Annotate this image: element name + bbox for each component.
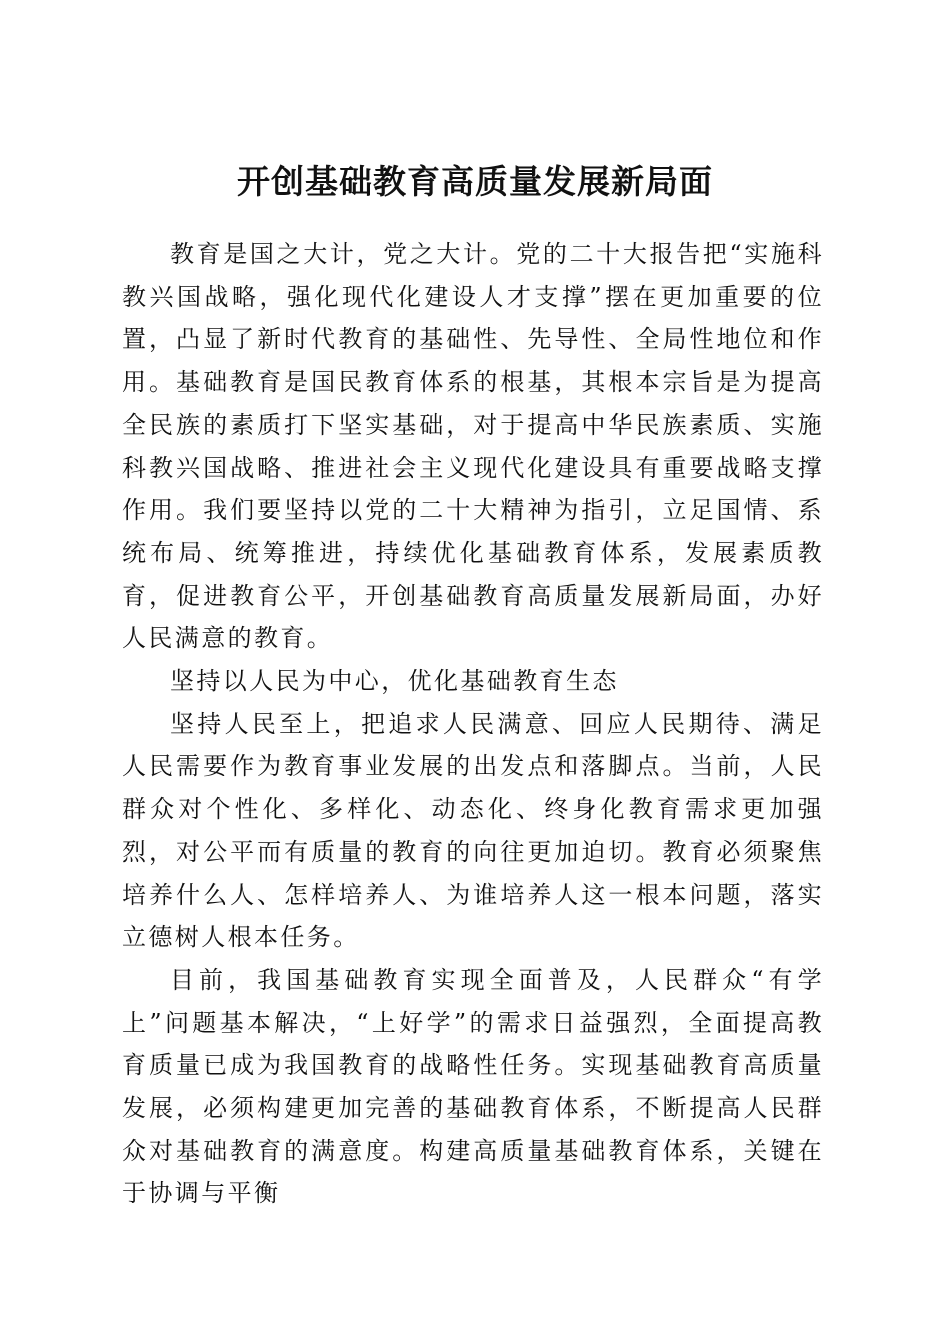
paragraph: 目前，我国基础教育实现全面普及，人民群众“有学上”问题基本解决，“上好学”的需求日益强烈，全面提高教育质量已成为我国教育的战略性任务。实现基础教育高质量发展，必须构建更加完善的基础教育体系，不断提高人民群众对基础教育的满意度。构建高质量基础教育体系，关键在于协调与平衡 [122,965,824,1208]
document-body [122,233,824,1215]
paragraph-intro: 教育是国之大计，党之大计。党的二十大报告把“实施科教兴国战略，强化现代化建设人才支撑”摆在更加重要的位置，凸显了新时代教育的基础性、先导性、全局性地位和作用。基础教育是国民教育体系的根基，其根本宗旨是为提高全民族的素质打下坚实基础，对于提高中华民族素质、实施科教兴国战略、推进社会主义现代化建设具有重要战略支撑作用。我们要坚持以党的二十大精神为指引，立足国情、系统布局、统筹推进，持续优化基础教育体系，发展素质教育，促进教育公平，开创基础教育高质量发展新局面，办好人民满意的教育。 [122,240,824,653]
section-heading: 坚持以人民为中心，优化基础教育生态 [170,667,619,696]
paragraph: 坚持人民至上，把追求人民满意、回应人民期待、满足人民需要作为教育事业发展的出发点和落脚点。当前，人民群众对个性化、多样化、动态化、终身化教育需求更加强烈，对公平而有质量的教育的向往更加迫切。教育必须聚焦培养什么人、怎样培养人、为谁培养人这一根本问题，落实立德树人根本任务。 [122,709,824,952]
document-title: 开创基础教育高质量发展新局面 [237,162,713,202]
